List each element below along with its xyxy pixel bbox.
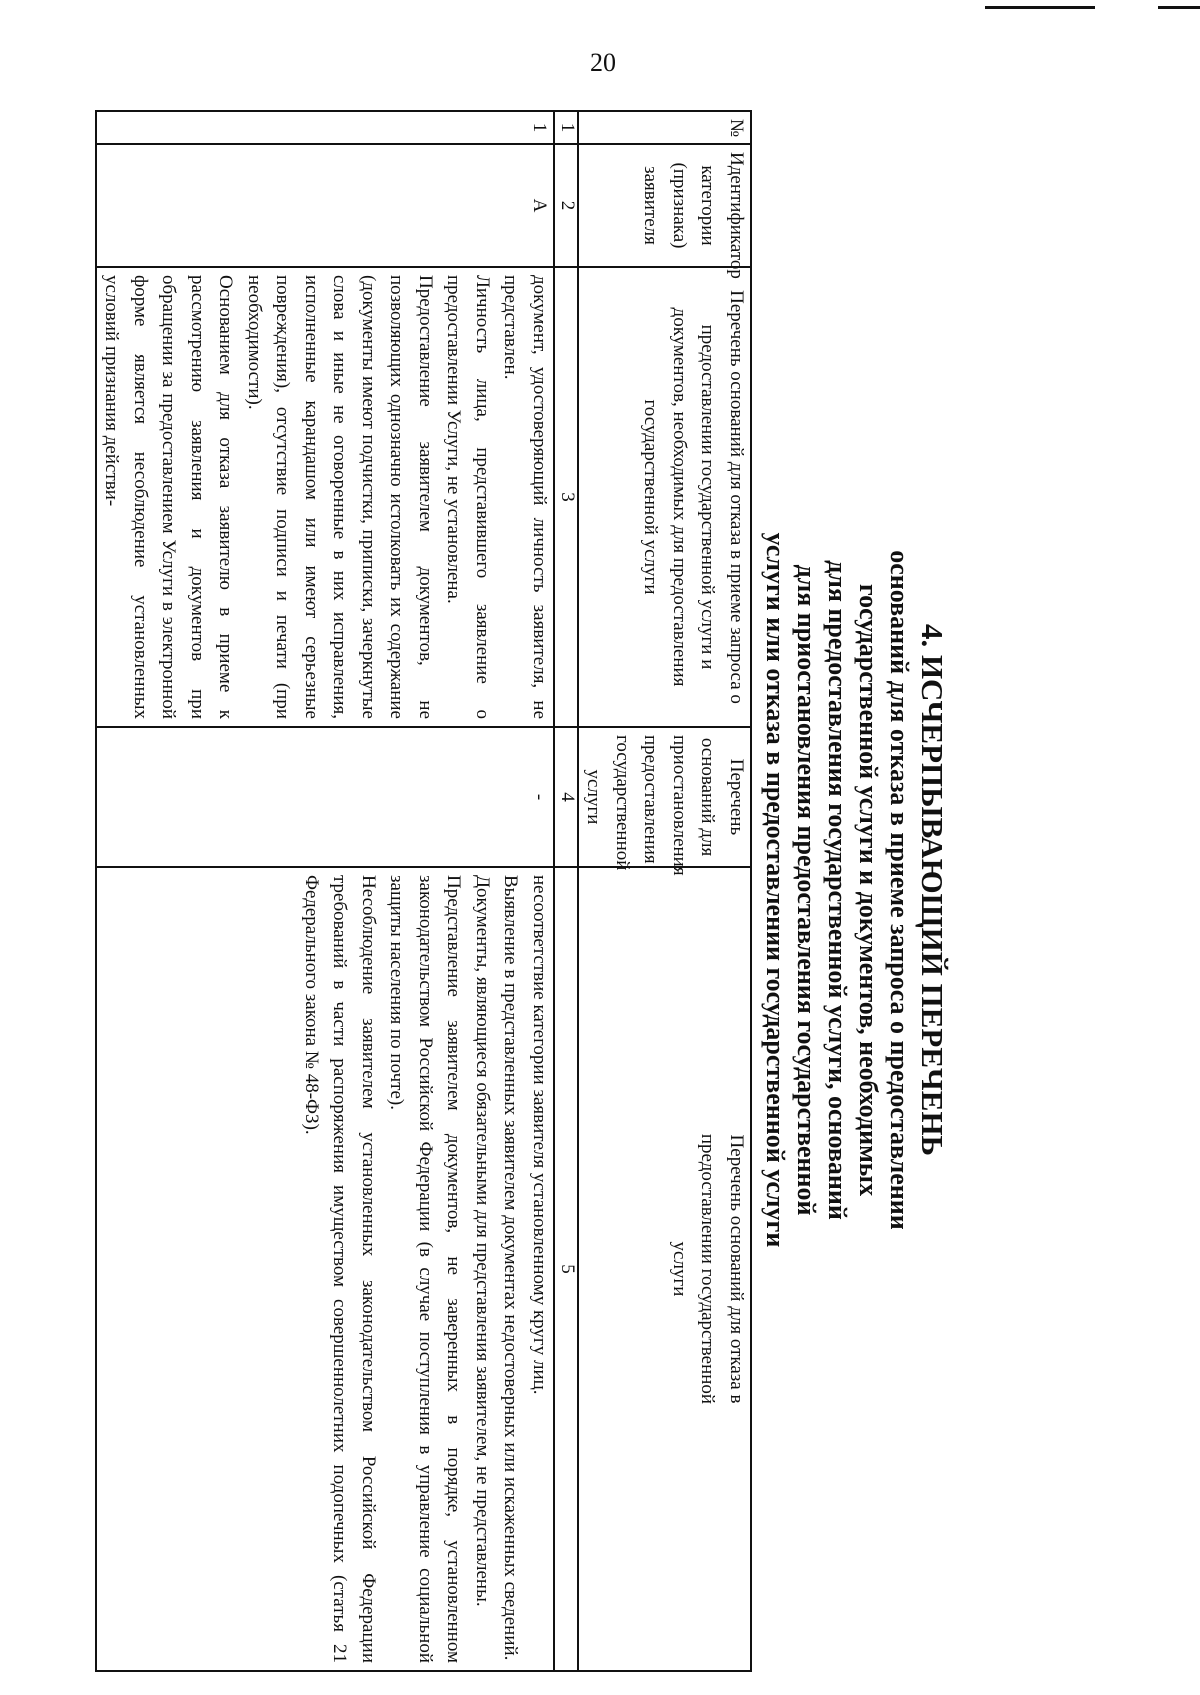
- row-category: А: [96, 144, 554, 267]
- ground-text: Предоставление заявителем документов, не позволяющих однозначно истолковать их содержание (документы имеют подчистки, приписки, зачеркнутые слова и иные не оговоренные в них исправления, исполненные карандашом или имеют серьезные повреждения), отсутствие подписи и печати (при необходимости).: [244, 275, 436, 719]
- column-number: 5: [554, 867, 578, 1671]
- ground-text: Выявление в представленных заявителем документах недостоверных или искаженных сведений.: [500, 875, 522, 1661]
- grounds-table: [95, 110, 752, 1672]
- heading: [755, 110, 950, 1670]
- top-rule-short: [1158, 6, 1200, 9]
- column-number-row: [554, 111, 578, 1671]
- header-cell-suspension: Перечень оснований для приостановления предоставления государственной услуги: [578, 727, 751, 867]
- heading-line: для приостановления предоставления государственной: [792, 564, 821, 1216]
- heading-title: 4. ИСЧЕРПЫВАЮЩИЙ ПЕРЕЧЕНЬ: [915, 623, 950, 1157]
- column-number: 2: [554, 144, 578, 267]
- column-number: 3: [554, 267, 578, 727]
- ground-text: Представление заявителем документов, не заверенных в порядке, установленном законодательством Российской Федерации (в случае поступления в управление социальной защиты населения по почте).: [386, 875, 465, 1663]
- column-number: 1: [554, 111, 578, 144]
- table-header-row: [578, 111, 751, 1671]
- ground-text: Несоблюдение заявителем установленных законодательством Российской Федерации требований в части распоряжения имуществом совершеннолетних подопечных (статья 21 Федерального закона № 48-ФЗ).: [301, 875, 379, 1663]
- header-cell-refusal-service: Перечень оснований для отказа в предоставлении государственной услуги: [578, 867, 751, 1671]
- header-cell-number: №: [578, 111, 751, 144]
- ground-text: Основанием для отказа заявителю в приеме к рассмотрению заявления и документов при обращении за предоставлением Услуги в электронной форме является несоблюдение установленных условий признания действи-: [101, 275, 237, 719]
- heading-line: услуги или отказа в предоставлении государственной услуги: [761, 532, 790, 1248]
- heading-line: для предоставления государственной услуги, оснований: [823, 560, 852, 1220]
- row-suspension-grounds: -: [96, 727, 554, 867]
- column-number: 4: [554, 727, 578, 867]
- row-refusal-service-grounds: [96, 867, 554, 1671]
- row-refusal-intake-grounds: [96, 267, 554, 727]
- rotated-page-content: [101, 110, 950, 1670]
- page-number: 20: [590, 48, 616, 77]
- table-row: [96, 111, 554, 1671]
- ground-text: Личность лица, представившего заявление о предоставлении Услуги, не установлена.: [443, 275, 493, 719]
- ground-text: несоответствие категории заявителя установленному кругу лиц.: [529, 875, 550, 1395]
- heading-line: государственной услуги и документов, необходимых: [854, 583, 883, 1197]
- top-rule: [985, 6, 1095, 9]
- heading-line: оснований для отказа в приеме запроса о предоставлении: [885, 550, 914, 1230]
- header-cell-category: Идентификатор категории (признака) заявителя: [578, 144, 751, 267]
- ground-text: документ, удостоверяющий личность заявителя, не представлен.: [500, 275, 550, 719]
- header-cell-refusal-intake: Перечень оснований для отказа в приеме запроса о предоставлении государственной услуги и документов, необходимых для предоставления государственной услуги: [578, 267, 751, 727]
- row-number: 1: [96, 111, 554, 144]
- ground-text: Документы, являющиеся обязательными для представления заявителем, не представлены.: [472, 875, 493, 1607]
